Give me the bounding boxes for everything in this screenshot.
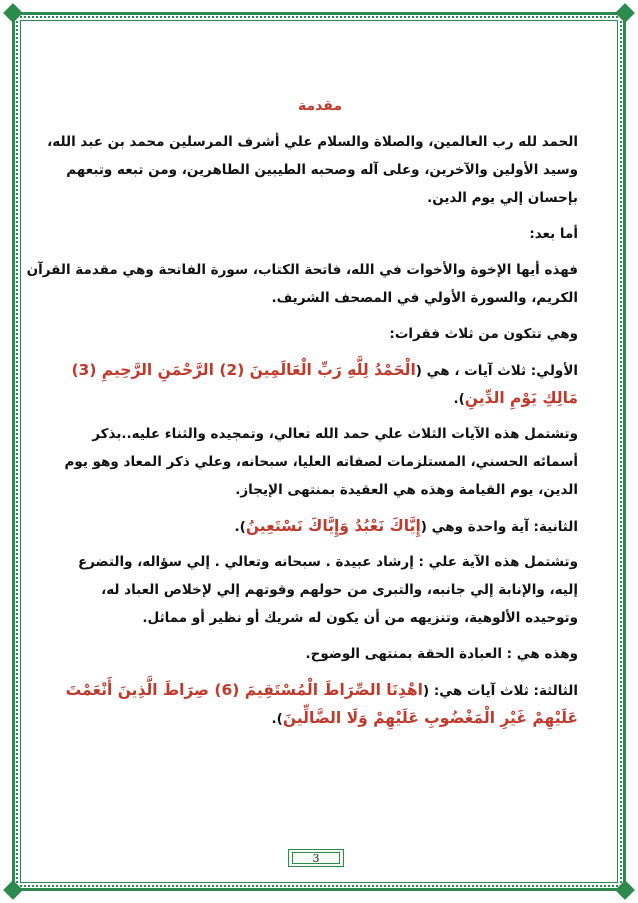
verse-suffix: ). [453, 391, 465, 407]
page-number-box [288, 849, 344, 867]
verse-line-first-cont [62, 384, 578, 412]
quran-verse: الْحَمْدُ لِلَّهِ رَبِّ الْعَالَمِينَ (2) الرَّحْمَنِ الرَّحِيمِ (3) [71, 361, 416, 379]
paragraph-line: وتوحيده الألوهية، وتنزيهه من أن يكون له شريك أو نظير أو مماثل. [142, 610, 578, 626]
verse-suffix: ). [234, 519, 246, 535]
paragraph-line: وهذه هي : العبادة الحقة بمنتهى الوضوح. [305, 646, 578, 662]
paragraph-line: الحمد لله رب العالمين، والصلاة والسلام علي أشرف المرسلين محمد بن عبد الله، [47, 134, 578, 150]
page-heading: مقدمة [298, 98, 342, 114]
document-body [26, 92, 578, 732]
verse-line-third [62, 676, 578, 704]
verse-prefix: الثالثة: ثلاث آيات هي: ( [422, 683, 578, 699]
paragraph-line: وتشتمل هذه الآيات الثلاث علي حمد الله تعالي، وتمجيده والثناء عليه..بذكر [92, 426, 578, 442]
verse-prefix: الثانية: آية واحدة وهي ( [420, 519, 578, 535]
verse-line-second [62, 512, 578, 540]
paragraph-line: الدين، يوم القيامة وهذه هي العقيدة بمنتهى الإيجاز. [235, 482, 578, 498]
quran-verse: عَلَيْهِمْ غَيْرِ الْمَغْضُوبِ عَلَيْهِمْ وَلَا الضَّالِّينَ [282, 709, 578, 727]
verse-prefix: الأولي: ثلاث آيات ، هي ( [415, 363, 578, 379]
paragraph-line: وهي تتكون من ثلاث فقرات: [389, 326, 578, 342]
paragraph-line: وتشتمل هذه الآية علي : إرشاد عبيدة . سبحانه وتعالي . إلي سؤاله، والتضرع [77, 554, 578, 570]
paragraph-line: أسمائه الحسني، المستلزمات لصفاته العليا، سبحانه، وعلي ذكر المعاد وهو يوم [64, 454, 578, 470]
paragraph-line: وسيد الأولين والآخرين، وعلى آله وصحبه الطيبين الطاهرين، ومن تبعه وتبعهم [66, 162, 578, 178]
paragraph-line: فهذه أيها الإخوة والأخوات في الله، فاتحة الكتاب، سورة الفاتحة وهي مقدمة القرآن [26, 262, 578, 278]
paragraph-line: بإحسان إلي يوم الدين. [427, 190, 578, 206]
quran-verse: مَالِكِ يَوْمِ الدِّينِ [464, 389, 578, 407]
quran-verse: إِيَّاكَ نَعْبُدُ وَإِيَّاكَ نَسْتَعِينُ [245, 517, 421, 535]
verse-suffix: ). [271, 711, 283, 727]
paragraph-line: إليه، والإنابة إلي جانبه، والتبرى من حولهم وقوتهم إلي لإخلاص العباد له، [101, 582, 578, 598]
quran-verse: اهْدِنَا الصِّرَاطَ الْمُسْتَقِيمَ (6) صِرَاطَ الَّذِينَ أَنْعَمْتَ [65, 681, 423, 699]
paragraph-line: أما بعد: [529, 226, 578, 242]
page-number: 3 [292, 852, 340, 864]
verse-line-third-cont [62, 704, 578, 732]
verse-line-first [62, 356, 578, 384]
paragraph-line: الكريم، والسورة الأولي في المصحف الشريف. [271, 290, 578, 306]
